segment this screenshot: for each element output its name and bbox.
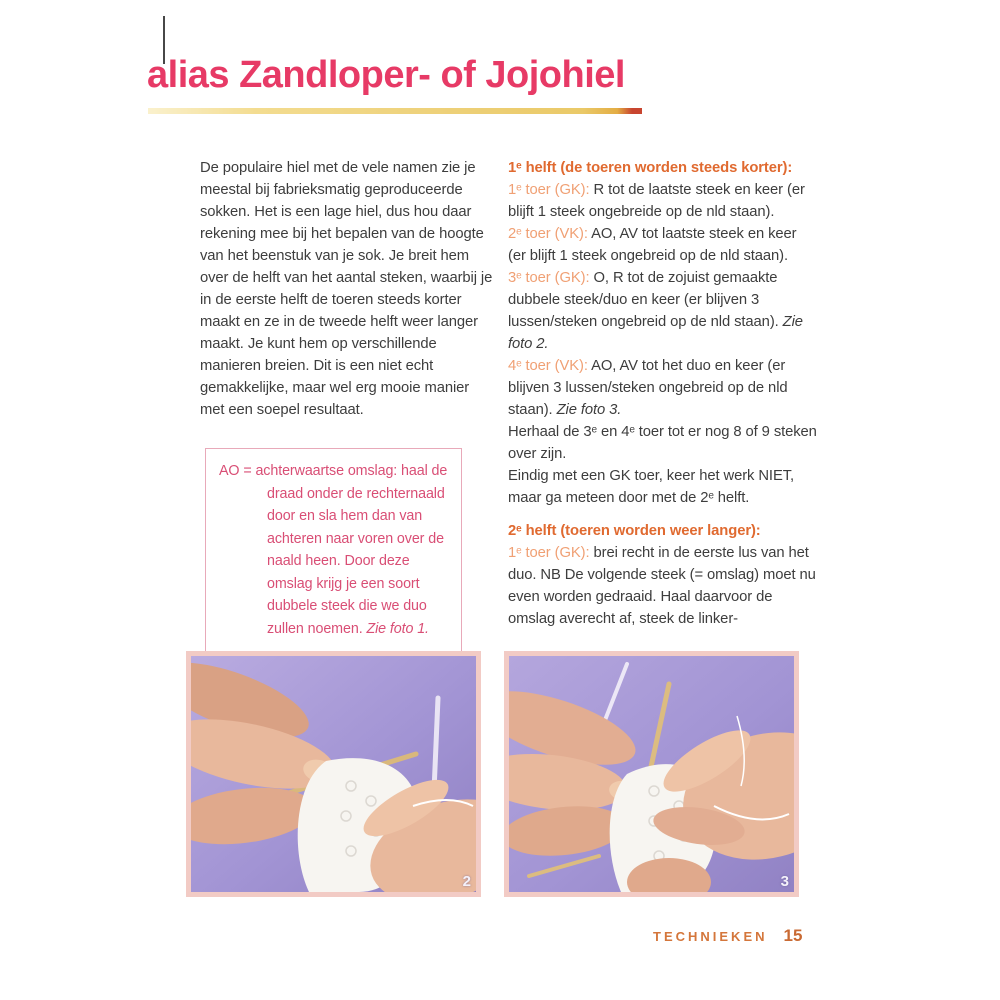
part1-heading: 1ᵉ helft (de toeren worden steeds korter): xyxy=(508,160,793,176)
step-row xyxy=(508,179,818,223)
step-see-photo: Zie foto 2. xyxy=(508,314,803,352)
instructions-part-2 xyxy=(508,520,818,630)
photo-number-badge: 2 xyxy=(462,873,471,890)
right-text-column xyxy=(508,157,818,630)
step-row xyxy=(508,542,818,630)
step-row xyxy=(508,355,818,421)
step-see-photo: Zie foto 3. xyxy=(556,402,622,418)
step-row xyxy=(508,267,818,355)
step-text: O, R tot de zojuist gemaakte dubbele steek/duo en keer (er blijven 3 lussen/steken ongebreid op de nld staan). xyxy=(508,270,779,330)
step-label: 1ᵉ toer (GK): xyxy=(508,545,590,561)
photo-foto-2 xyxy=(186,651,481,897)
instructions-part-1 xyxy=(508,157,818,509)
page-title: alias Zandloper- of Jojohiel xyxy=(147,54,625,96)
footer-page-number: 15 xyxy=(783,926,803,945)
step-text: AO, AV tot het duo en keer (er blijven 3 lussen/steken ongebreid op de nld staan). xyxy=(508,358,788,418)
info-box-label: AO = xyxy=(219,463,252,479)
page-footer xyxy=(653,926,802,946)
part2-heading: 2ᵉ helft (toeren worden weer langer): xyxy=(508,523,761,539)
info-box-body: achterwaartse omslag: haal de draad onder de rechternaald door en sla hem dan van achteren naar voren over de naald heen. Door deze omslag krijg je een soort dubbele steek die we duo zullen noemen. xyxy=(255,463,448,637)
photo-number-badge: 3 xyxy=(780,873,789,890)
part1-note-end: Eindig met een GK toer, keer het werk NIET, maar ga meteen door met de 2ᵉ helft. xyxy=(508,468,795,506)
part1-note-repeat: Herhaal de 3ᵉ en 4ᵉ toer tot er nog 8 of 9 steken over zijn. xyxy=(508,424,817,462)
knitting-photo-illustration xyxy=(509,656,794,892)
step-label: 4ᵉ toer (VK): xyxy=(508,358,588,374)
knitting-photo-illustration xyxy=(191,656,476,892)
footer-section-label: TECHNIEKEN xyxy=(653,929,768,944)
step-text: AO, AV tot laatste steek en keer (er blijft 1 steek ongebreid op de nld staan). xyxy=(508,226,797,264)
step-label: 3ᵉ toer (GK): xyxy=(508,270,590,286)
step-text: brei recht in de eerste lus van het duo. NB De volgende steek (= omslag) moet nu even worden gedraaid. Haal daarvoor de omslag averecht af, steek de linker- xyxy=(508,545,816,627)
info-box-text xyxy=(219,460,448,640)
photo-foto-3 xyxy=(504,651,799,897)
info-box-see-photo: Zie foto 1. xyxy=(366,620,429,637)
abbreviation-info-box xyxy=(205,448,462,654)
step-text: R tot de laatste steek en keer (er blijft 1 steek ongebreide op de nld staan). xyxy=(508,182,805,220)
left-text-column xyxy=(200,157,496,421)
step-label: 1ᵉ toer (GK): xyxy=(508,182,590,198)
intro-paragraph: De populaire hiel met de vele namen zie je meestal bij fabrieksmatig geproduceerde sokken. Het is een lage hiel, dus hou daar rekening mee bij het bepalen van de hoogte van het beenstuk van je sok. Je breit hem over de helft van het aantal steken, waarbij je in de eerste helft de toeren steeds korter maakt en ze in de tweede helft weer langer maakt. Je kunt hem op verschillende manieren breien. Dit is een niet echt gemakkelijke, maar wel erg mooie manier met een soepel resultaat. xyxy=(200,160,493,418)
step-row xyxy=(508,223,818,267)
step-label: 2ᵉ toer (VK): xyxy=(508,226,588,242)
title-underline-rule xyxy=(148,108,642,114)
